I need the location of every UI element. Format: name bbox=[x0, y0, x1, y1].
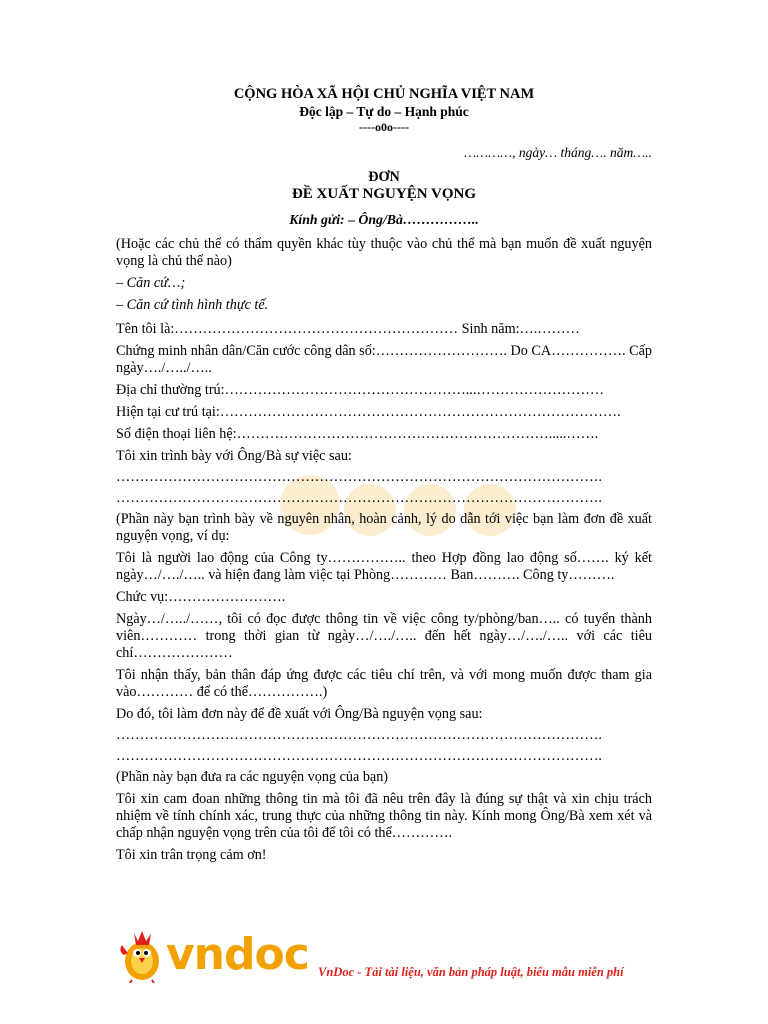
footer-tagline: VnDoc - Tải tài liệu, văn bản pháp luật, biểu mẫu miễn phí bbox=[318, 965, 624, 979]
form-label: ĐƠN bbox=[368, 169, 400, 185]
commitment: Tôi xin cam đoan những thông tin mà tôi đã nêu trên đây là đúng sự thật và xin chịu trách nhiệm về tính chính xác, trung thực của những thông tin này. Kính mong Ông/Bà xem xét và chấp nhận nguyện vọng trên của tôi để tôi có thể…………. bbox=[116, 791, 652, 841]
present-intro: Tôi xin trình bày với Ông/Bà sự việc sau: bbox=[116, 448, 352, 464]
national-title: CỘNG HÒA XÃ HỘI CHỦ NGHĨA VIỆT NAM bbox=[233, 86, 535, 102]
request-intro: Do đó, tôi làm đơn này để đề xuất với Ông/Bà nguyện vọng sau: bbox=[116, 706, 483, 722]
phone-line: Số điện thoại liên hệ:………………………………………………………….....……. bbox=[116, 426, 599, 442]
basis-line-1: – Căn cứ…; bbox=[116, 275, 186, 291]
request-dots-2: …………………………………………………………………………………………. bbox=[116, 748, 602, 764]
thanks: Tôi xin trân trọng cảm ơn! bbox=[116, 847, 267, 863]
document-body bbox=[116, 86, 652, 864]
present-dots-2: …………………………………………………………………………………………. bbox=[116, 490, 602, 506]
present-dots-1: …………………………………………………………………………………………. bbox=[116, 469, 602, 485]
form-title: ĐỀ XUẤT NGUYỆN VỌNG bbox=[291, 186, 477, 202]
example-1: Tôi là người lao động của Công ty…………….. theo Hợp đồng lao động số……. ký kết ngày…/…./….. và hiện đang làm việc tại Phòng………… Ban………. Công ty………. bbox=[116, 550, 652, 583]
title-divider: ----o0o---- bbox=[359, 120, 409, 134]
name-line: Tên tôi là:…………………………………………………… Sinh năm:….……… bbox=[116, 321, 580, 337]
residence-line: Hiện tại cư trú tại:…………………………………………………………………………. bbox=[116, 404, 621, 420]
vndoc-logo-text[interactable]: vndoc bbox=[166, 929, 309, 980]
note-reason: (Phần này bạn trình bày về nguyên nhân, hoàn cảnh, lý do dẫn tới việc bạn làm đơn đề xuất nguyện vọng, ví dụ: bbox=[116, 511, 652, 544]
motto: Độc lập – Tự do – Hạnh phúc bbox=[299, 104, 469, 119]
note-recipient: (Hoặc các chủ thể có thẩm quyền khác tùy thuộc vào chủ thể mà bạn muốn đề xuất nguyện vọng là chủ thể nào) bbox=[116, 236, 652, 269]
example-3: Tôi nhận thấy, bản thân đáp ứng được các tiêu chí trên, và với mong muốn được tham gia vào………… để có thể…………….) bbox=[116, 667, 652, 700]
id-line: Chứng minh nhân dân/Căn cước công dân số:………………………. Do CA……………. Cấp ngày…./…../….. bbox=[116, 343, 652, 376]
request-dots-1: …………………………………………………………………………………………. bbox=[116, 727, 602, 743]
address-line: Địa chỉ thường trú:……………………………………………...……………………… bbox=[116, 382, 605, 398]
note-request: (Phần này bạn đưa ra các nguyện vọng của bạn) bbox=[116, 769, 389, 785]
position-line: Chức vụ:……………………. bbox=[116, 589, 286, 605]
footer bbox=[118, 925, 678, 985]
basis-line-2: – Căn cứ tình hình thực tế. bbox=[116, 297, 269, 313]
recipient-line: Kính gửi: – Ông/Bà…………….. bbox=[289, 212, 479, 227]
chicken-mascot-icon bbox=[118, 925, 168, 983]
date-line: …………, ngày… tháng…. năm….. bbox=[464, 145, 652, 160]
example-2: Ngày…/…../……, tôi có đọc được thông tin về việc công ty/phòng/ban….. có tuyển thành viên………… trong thời gian từ ngày…/…./….. đến hết ngày…/…./….. với các tiêu chí………………… bbox=[116, 611, 652, 661]
